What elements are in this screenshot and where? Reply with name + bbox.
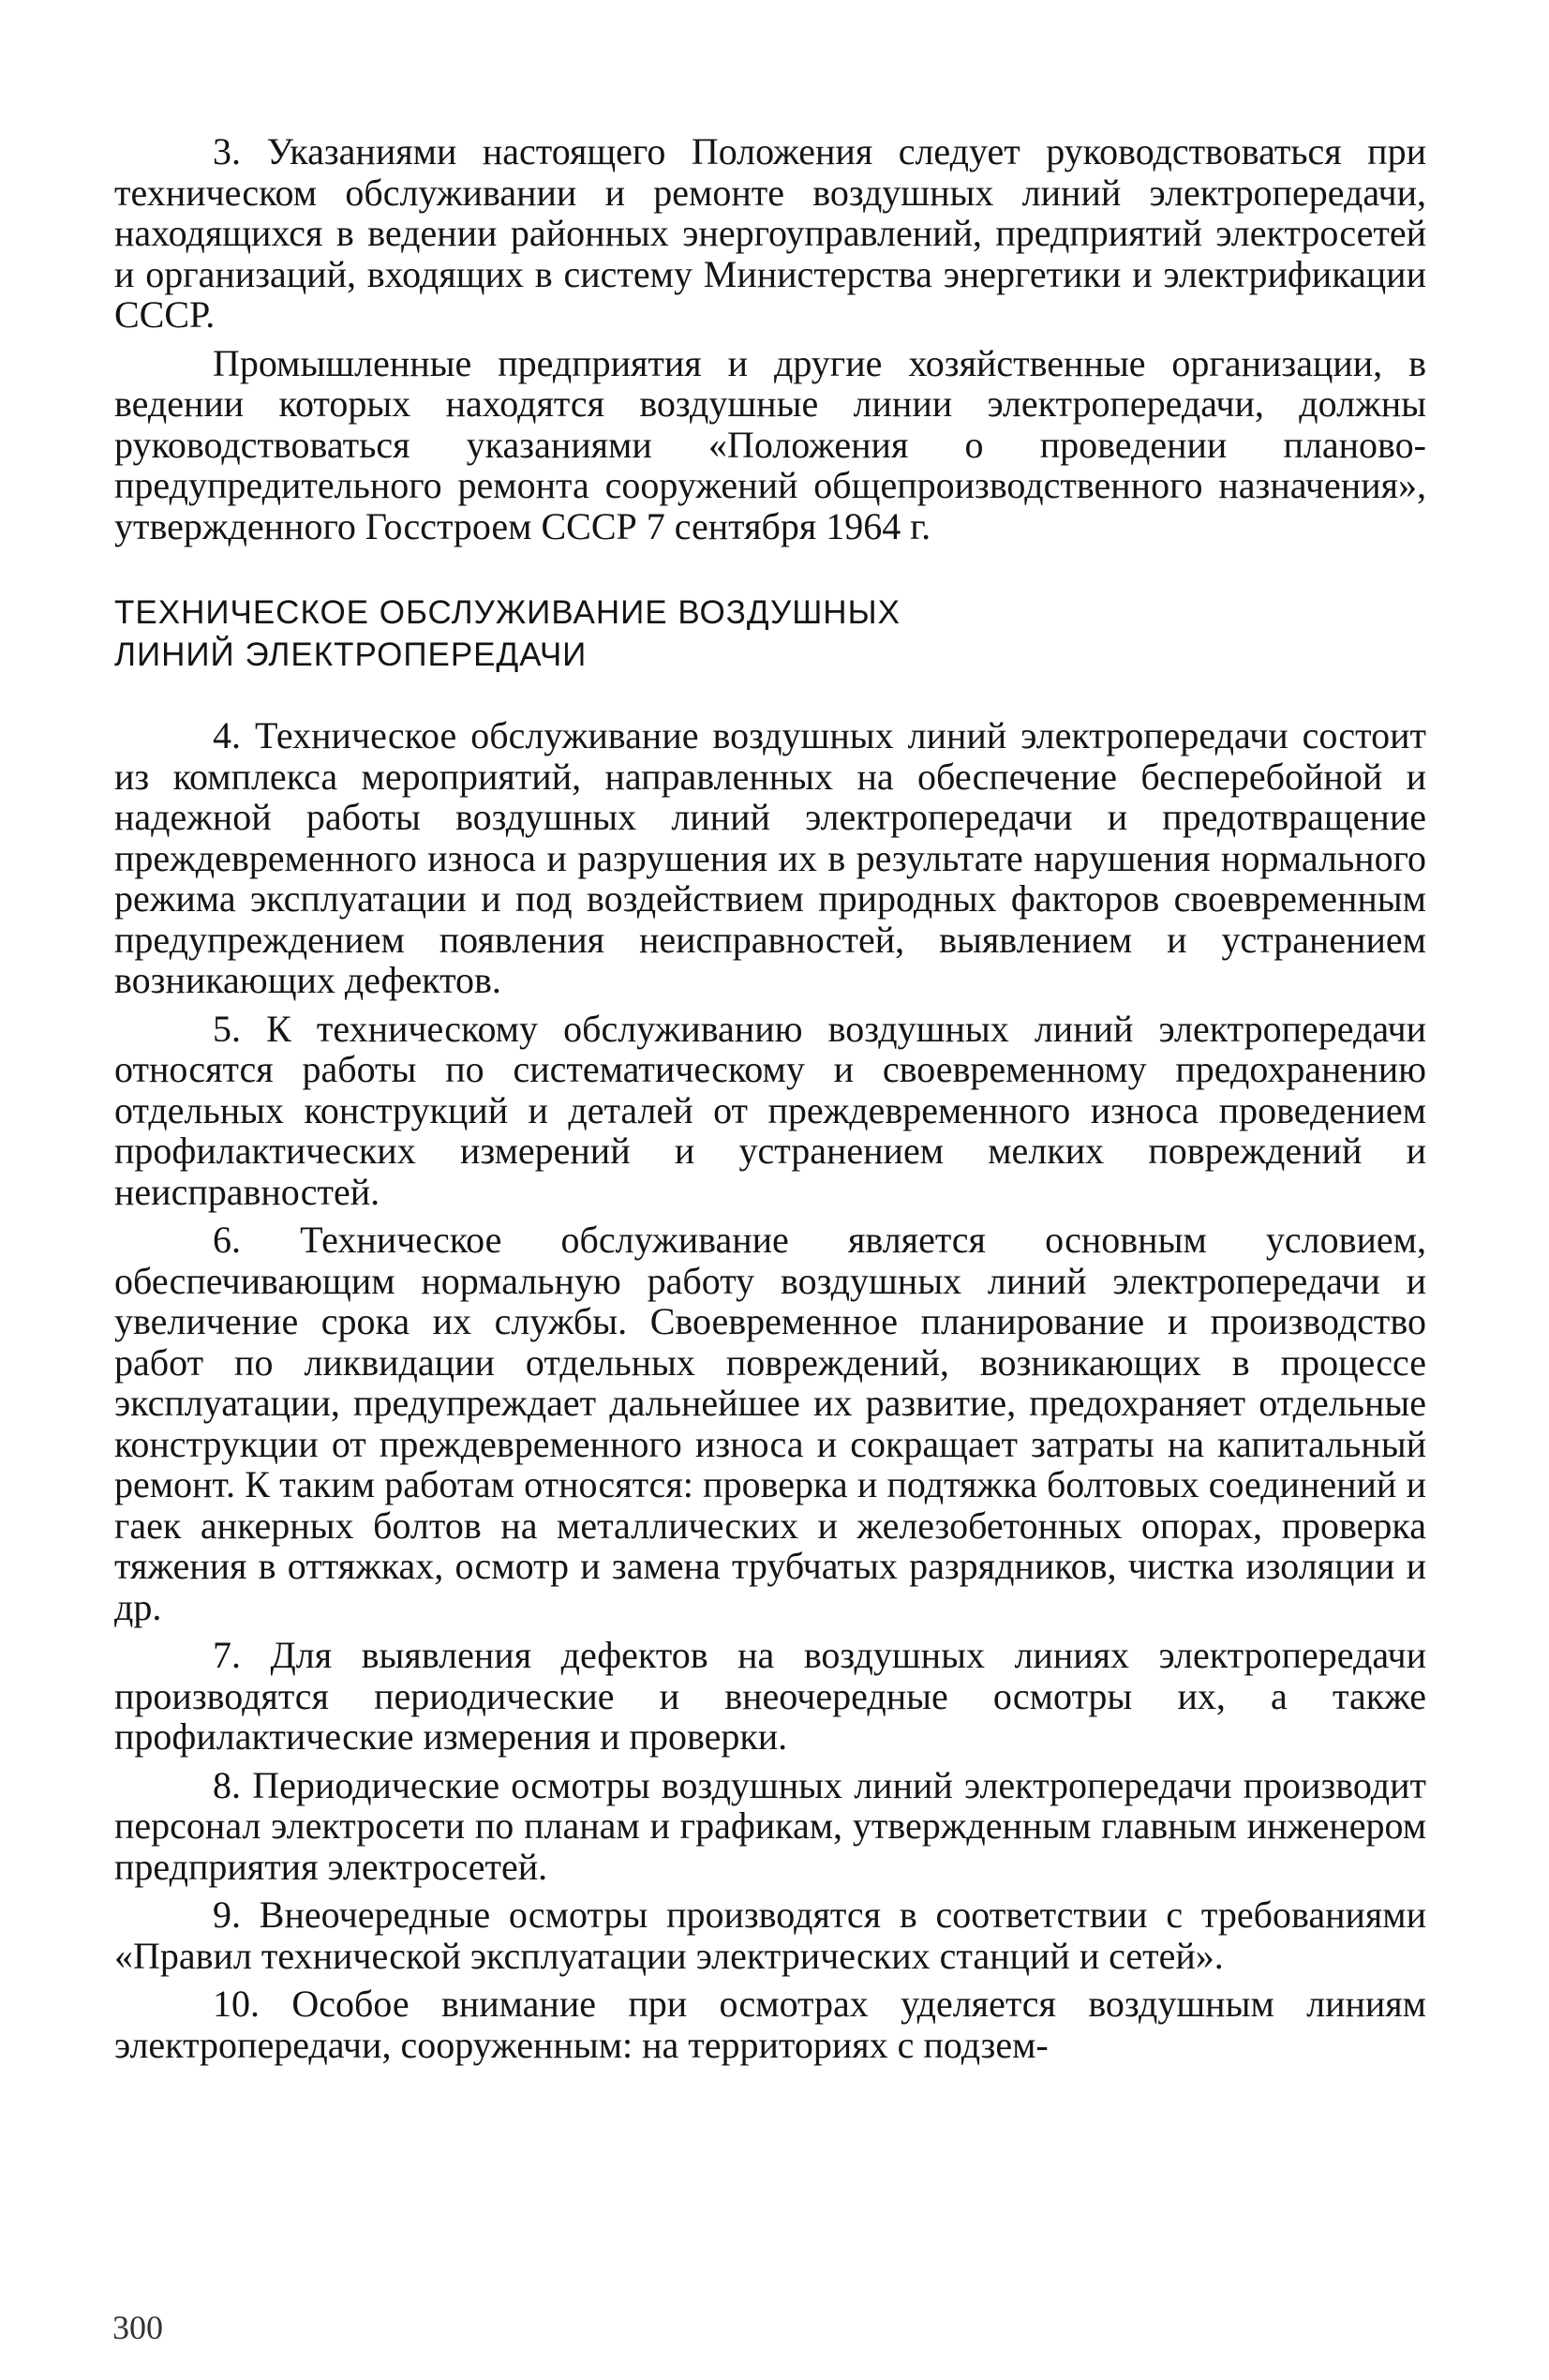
page-number: 300 (112, 2309, 163, 2346)
paragraph-4: 4. Техническое обслуживание воздушных линий электропередачи состоит из комплекса мероприятий, направленных на обеспечение бесперебойной и надежной работы воздушных линий электропередачи и предотвращение преждевременного износа и разрушения их в результате нарушения нормального режима эксплуатации и под воздействием природных факторов своевременным предупреждением появления неисправностей, выявлением и устранением возникающих дефектов. (114, 714, 1426, 1001)
paragraph-5: 5. К техническому обслуживанию воздушных линий электропередачи относятся работы по систематическому и своевременному предохранению отдельных конструкций и деталей от преждевременного износа проведением профилактических измерений и устранением мелких повреждений и неисправностей. (114, 1007, 1426, 1213)
paragraph-10: 10. Особое внимание при осмотрах уделяется воздушным линиям электропередачи, сооруженным: на территориях с подзем- (114, 1983, 1426, 2066)
paragraph-8: 8. Периодические осмотры воздушных линий электропередачи производит персонал электросети по планам и графикам, утвержденным главным инженером предприятия электросетей. (114, 1763, 1426, 1888)
paragraph-industrial-enterprises: Промышленные предприятия и другие хозяйственные организации, в ведении которых находятся воздушные линии электропередачи, должны руководствоваться указаниями «Положения о проведении планово-предупредительного ремонта сооружений общепроизводственного назначения», утвержденного Госстроем СССР 7 сентября 1964 г. (114, 341, 1426, 547)
document-page (114, 131, 1426, 2073)
section-heading-line-1: ТЕХНИЧЕСКОЕ ОБСЛУЖИВАНИЕ ВОЗДУШНЫХ (114, 594, 901, 631)
paragraph-7: 7. Для выявления дефектов на воздушных линиях электропередачи производятся периодические и внеочередные осмотры их, а также профилактические измерения и проверки. (114, 1634, 1426, 1758)
section-heading (114, 591, 1426, 676)
section-heading-line-2: ЛИНИЙ ЭЛЕКТРОПЕРЕДАЧИ (114, 636, 588, 673)
paragraph-9: 9. Внеочередные осмотры производятся в соответствии с требованиями «Правил технической эксплуатации электрических станций и сетей». (114, 1894, 1426, 1977)
paragraph-3: 3. Указаниями настоящего Положения следует руководствоваться при техническом обслуживании и ремонте воздушных линий электропередачи, находящихся в ведении районных энергоуправлений, предприятий электросетей и организаций, входящих в систему Министерства энергетики и электрификации СССР. (114, 130, 1426, 336)
paragraph-6: 6. Техническое обслуживание является основным условием, обеспечивающим нормальную работу воздушных линий электропередачи и увеличение срока их службы. Своевременное планирование и производство работ по ликвидации отдельных повреждений, возникающих в процессе эксплуатации, предупреждает дальнейшее их развитие, предохраняет отдельные конструкции от преждевременного износа и сокращает затраты на капитальный ремонт. К таким работам относятся: проверка и подтяжка болтовых соединений и гаек анкерных болтов на металлических и железобетонных опорах, проверка тяжения в оттяжках, осмотр и замена трубчатых разрядников, чистка изоляции и др. (114, 1219, 1426, 1628)
